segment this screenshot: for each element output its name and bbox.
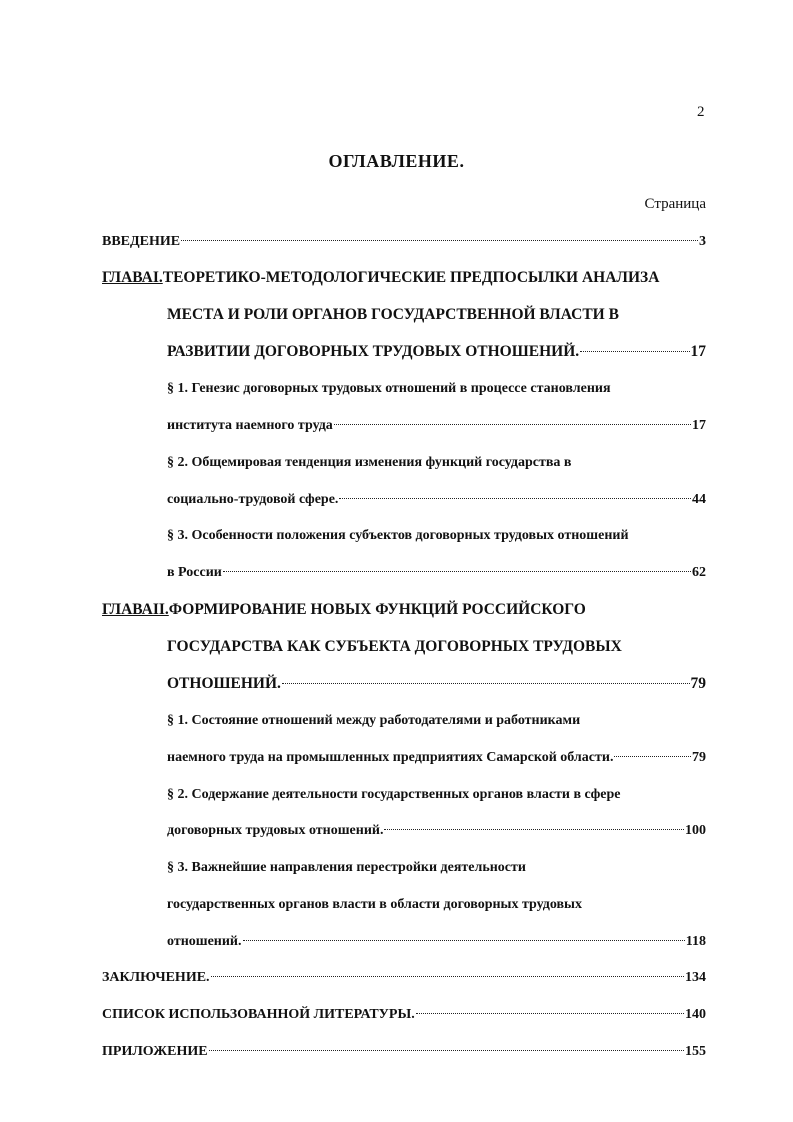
chapter-2-title-line: ФОРМИРОВАНИЕ НОВЫХ ФУНКЦИЙ РОССИЙСКОГО [168, 601, 586, 618]
section-title-line: наемного труда на промышленных предприятиях Самарской области. [167, 750, 614, 765]
section-title-line: института наемного труда [167, 418, 333, 433]
toc-entry-page: 155 [685, 1044, 706, 1059]
dot-leader [384, 829, 684, 830]
toc-entry-page: 100 [685, 823, 706, 838]
toc-section-1-3-line-1[interactable] [167, 526, 629, 546]
toc-entry-label: ЗАКЛЮЧЕНИЕ. [102, 970, 210, 985]
toc-entry-label: ПРИЛОЖЕНИЕ [102, 1044, 208, 1059]
toc-section-1-3-line-2[interactable] [167, 563, 706, 583]
toc-section-2-3-line-1[interactable] [167, 858, 526, 878]
dot-leader [334, 424, 691, 425]
toc-entry-label: СПИСОК ИСПОЛЬЗОВАННОЙ ЛИТЕРАТУРЫ. [102, 1007, 415, 1022]
toc-section-1-1-line-2[interactable] [167, 416, 706, 436]
toc-entry-page: 17 [690, 343, 706, 360]
toc-section-2-1-line-1[interactable] [167, 711, 580, 731]
dot-leader [614, 756, 691, 757]
dot-leader [181, 240, 698, 241]
toc-entry-page: 134 [685, 970, 706, 985]
toc-entry-page: 3 [699, 234, 706, 249]
section-title-line: договорных трудовых отношений. [167, 823, 384, 838]
dot-leader [282, 683, 690, 684]
toc-entry-page: 17 [692, 418, 706, 433]
section-title-line: § 1. Генезис договорных трудовых отношений в процессе становления [167, 381, 611, 396]
toc-chapter-2-line-2 [167, 637, 622, 657]
section-title-line: § 2. Общемировая тенденция изменения функций государства в [167, 455, 572, 470]
dot-leader [339, 498, 691, 499]
chapter-1-title-line: МЕСТА И РОЛИ ОРГАНОВ ГОСУДАРСТВЕННОЙ ВЛАСТИ В [167, 306, 619, 323]
section-title-line: в России [167, 565, 222, 580]
toc-entry-page: 79 [692, 750, 706, 765]
chapter-2-prefix: ГЛАВАII. [102, 601, 169, 618]
chapter-1-title-line: РАЗВИТИИ ДОГОВОРНЫХ ТРУДОВЫХ ОТНОШЕНИЙ. [167, 343, 580, 360]
page-number: 2 [697, 104, 705, 120]
toc-entry-page: 140 [685, 1007, 706, 1022]
toc-entry-page: 44 [692, 492, 706, 507]
chapter-2-title-line: ГОСУДАРСТВА КАК СУБЪЕКТА ДОГОВОРНЫХ ТРУДОВЫХ [167, 638, 622, 655]
toc-entry-introduction[interactable] [102, 232, 706, 252]
toc-entry-page: 79 [690, 675, 706, 692]
toc-chapter-2-line-3[interactable] [167, 674, 706, 694]
section-title-line: § 2. Содержание деятельности государственных органов власти в сфере [167, 787, 621, 802]
dot-leader [209, 1050, 684, 1051]
section-title-line: § 1. Состояние отношений между работодателями и работниками [167, 713, 581, 728]
dot-leader [416, 1013, 684, 1014]
dot-leader [211, 976, 684, 977]
chapter-2-title-line: ОТНОШЕНИЙ. [167, 675, 281, 692]
toc-entry-conclusion[interactable] [102, 968, 706, 988]
page-title: ОГЛАВЛЕНИЕ. [328, 151, 465, 171]
toc-entry-page: 62 [692, 565, 706, 580]
chapter-1-title-line: ТЕОРЕТИКО-МЕТОДОЛОГИЧЕСКИЕ ПРЕДПОСЫЛКИ АНАЛИЗА [162, 269, 660, 286]
section-title-line: государственных органов власти в области договорных трудовых [167, 897, 582, 912]
toc-chapter-1-line-2 [167, 305, 619, 325]
page-column-label: Страница [644, 196, 706, 212]
toc-section-2-2-line-2[interactable] [167, 821, 706, 841]
toc-section-1-1-line-1[interactable] [167, 379, 611, 399]
section-title-line: § 3. Важнейшие направления перестройки деятельности [167, 860, 526, 875]
section-title-line: § 3. Особенности положения субъектов договорных трудовых отношений [167, 528, 629, 543]
toc-section-2-3-line-2[interactable] [167, 895, 582, 915]
toc-chapter-1-line-3[interactable] [167, 342, 706, 362]
toc-entry-page: 118 [685, 934, 706, 949]
chapter-1-prefix: ГЛАВАI. [102, 269, 163, 286]
dot-leader [223, 571, 691, 572]
dot-leader [243, 940, 685, 941]
toc-section-1-2-line-2[interactable] [167, 490, 706, 510]
section-title-line: социально-трудовой сфере. [167, 492, 339, 507]
toc-entry-appendix[interactable] [102, 1042, 706, 1062]
toc-section-2-1-line-2[interactable] [167, 748, 706, 768]
toc-section-2-2-line-1[interactable] [167, 785, 620, 805]
toc-chapter-1-line-1[interactable] [102, 268, 659, 288]
dot-leader [580, 351, 689, 352]
toc-entry-label: ВВЕДЕНИЕ [102, 234, 181, 249]
toc-section-1-2-line-1[interactable] [167, 453, 571, 473]
toc-entry-references[interactable] [102, 1005, 706, 1025]
section-title-line: отношений. [167, 934, 242, 949]
toc-section-2-3-line-3[interactable] [167, 932, 706, 952]
toc-chapter-2-line-1[interactable] [102, 600, 586, 620]
